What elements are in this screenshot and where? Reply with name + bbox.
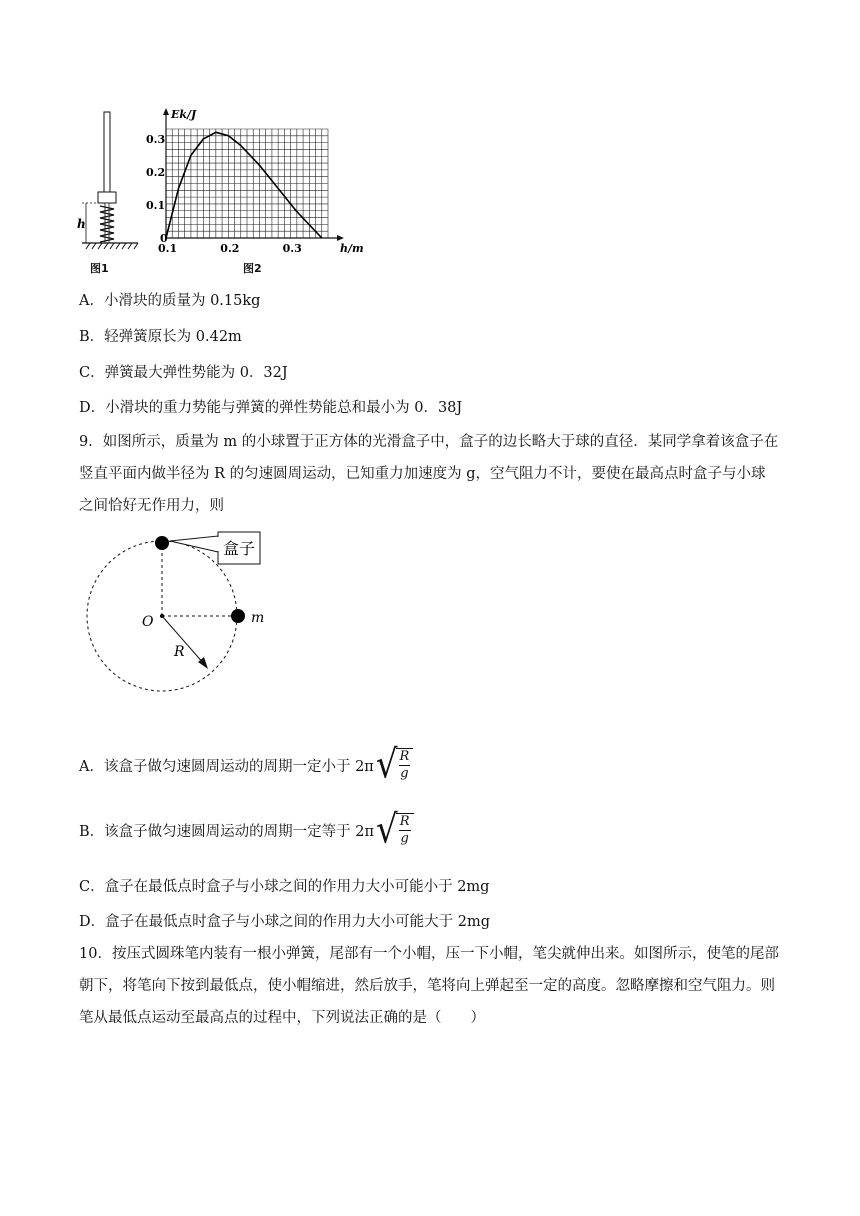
side-ball [231,609,245,623]
x-tick-label: 0.3 [282,242,302,255]
ground-hatching [86,243,138,249]
top-ball [155,536,169,550]
x-axis-label: h/m [340,242,364,255]
y-tick-label: 0.1 [146,198,166,212]
height-label: h [77,217,86,231]
q8-option-b: B．轻弹簧原长为 0.42m [79,329,242,345]
q9-stem: 9．如图所示，质量为 m 的小球置于正方体的光滑盒子中，盒子的边长略大于球的直径．某同学拿着该盒子在竖直平面内做半径为 R 的匀速圆周运动，已知重力加速度为 g，空气阻力不计，要使在最高点时盒子与小球之间恰好无作用力，则 [79,434,779,514]
q9-option-d: D．盒子在最低点时盒子与小球之间的作用力大小可能大于 2mg [79,914,490,930]
q8-option-a: A．小滑块的质量为 0.15kg [79,293,261,309]
q10-stem: 10．按压式圆珠笔内装有一根小弹簧，尾部有一个小帽，压一下小帽，笔尖就伸出来。如图所示，使笔的尾部朝下，将笔向下按到最低点，使小帽缩进，然后放手，笔将向上弹起至一定的高度。忽略摩擦和空气阻力。则笔从最低点运动至最高点的过程中，下列说法正确的是（ ） [79,946,779,1026]
q9-option-b [79,807,414,853]
q9-option-a-text: A．该盒子做匀速圆周运动的周期一定小于 2π [79,758,374,775]
figure-1-caption: 图1 [90,262,109,275]
q8-option-d: D．小滑块的重力势能与弹簧的弹性势能总和最小为 0．38J [79,400,463,416]
figure-2-caption: 图2 [243,262,262,275]
sqrt-r-over-g: √ $\frac{R}{g}$ [376,813,413,847]
y-tick-label: 0.3 [146,132,166,146]
radius-label: R [174,644,185,660]
y-axis-arrow [163,108,169,115]
x-axis-arrow [337,235,344,241]
q9-option-c: C．盒子在最低点时盒子与小球之间的作用力大小可能小于 2mg [79,879,490,895]
center-label: O [142,614,154,630]
y-tick-label: 0.2 [146,165,166,179]
x-tick-label: 0.1 [158,242,178,255]
q9-option-b-text: B．该盒子做匀速圆周运动的周期一定等于 2π [79,823,375,840]
y-axis-label: Ek/J [171,108,197,121]
q8-option-c: C．弹簧最大弹性势能为 0．32J [79,365,288,381]
slider-block [98,192,116,203]
vertical-rod [104,112,110,192]
y-tick-label: 0 [160,232,168,245]
sqrt-r-over-g: √ $\frac{R}{g}$ [376,748,413,782]
callout-pointer [170,536,218,552]
x-tick-label: 0.2 [220,242,240,255]
q9-option-a [79,742,413,788]
q9-circle-figure [80,530,280,700]
ek-curve [166,132,322,238]
box-label: 盒子 [223,539,256,558]
mass-label: m [251,610,265,626]
figure-2-chart [135,104,364,264]
